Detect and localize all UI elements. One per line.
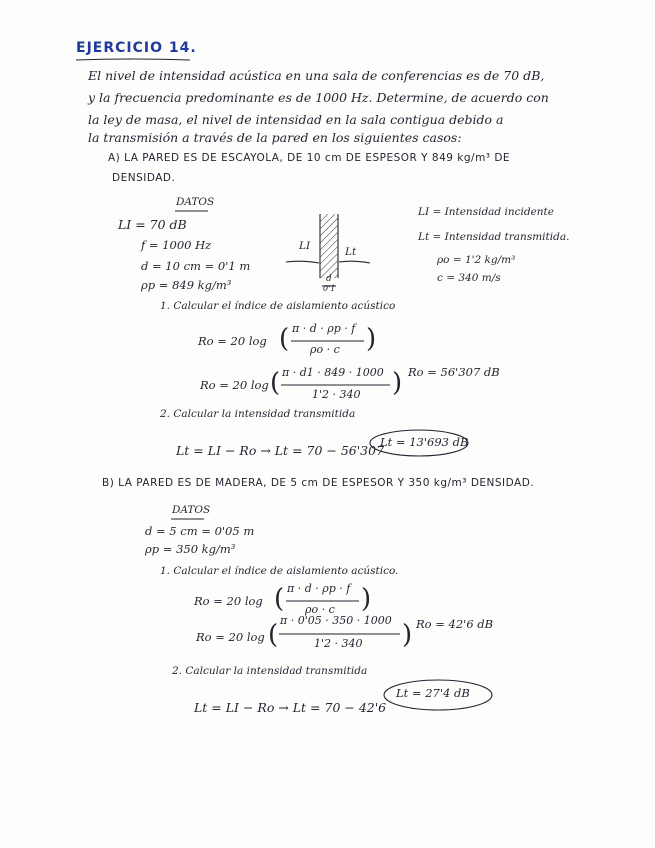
part-b-sub-numerator: π · 0'05 · 350 · 1000 <box>280 614 392 627</box>
part-b-lt-equation: Lt = LI − Ro → Lt = 70 − 42'6 <box>194 700 387 715</box>
datos-underline <box>174 209 210 213</box>
fraction-bar <box>278 632 402 636</box>
part-a-dato-li: LI = 70 dB <box>118 217 187 232</box>
legend-rho-o: ρo = 1'2 kg/m³ <box>437 254 516 266</box>
part-a-formula-numerator: π · d · ρp · f <box>292 322 356 335</box>
part-b-ro-result: Ro = 42'6 dB <box>416 617 494 631</box>
part-b-dato-rho: ρp = 350 kg/m³ <box>145 542 236 556</box>
part-a-lt-equation: Lt = LI − Ro → Lt = 70 − 56'307 <box>176 443 385 458</box>
part-b-formula-denominator: ρo · c <box>305 603 335 616</box>
part-a-dato-f: f = 1000 Hz <box>141 238 212 252</box>
part-b-sub-denominator: 1'2 · 340 <box>314 637 363 650</box>
part-b-formula-lparen: ( <box>274 584 285 614</box>
part-a-sub-numerator: π · d1 · 849 · 1000 <box>282 366 384 379</box>
part-b-step1-label: 1. Calcular el índice de aislamiento acústico. <box>160 565 399 577</box>
legend-li: LI = Intensidad incidente <box>418 206 554 218</box>
diagram-label-li: LI <box>299 240 311 252</box>
part-b-datos-label: DATOS <box>172 504 211 516</box>
legend-lt: Lt = Intensidad transmitida. <box>418 231 570 243</box>
part-a-datos-label: DATOS <box>176 196 215 208</box>
exercise-title: EJERCICIO 14. <box>76 40 197 56</box>
part-b-heading: B) LA PARED ES DE MADERA, DE 5 cm DE ESPESOR Y 350 kg/m³ DENSIDAD. <box>102 477 535 489</box>
part-a-formula-lparen: ( <box>279 324 290 354</box>
part-a-sub-denominator: 1'2 · 340 <box>312 388 361 401</box>
part-a-sub-rparen: ) <box>392 368 403 398</box>
part-b-sub-lhs: Ro = 20 log <box>196 630 265 644</box>
part-a-ro-result: Ro = 56'307 dB <box>408 365 500 379</box>
statement-line-4: la transmisión a través de la pared en los siguientes casos: <box>88 130 462 145</box>
statement-line-1: El nivel de intensidad acústica en una sala de conferencias es de 70 dB, <box>88 68 545 83</box>
part-a-step2-label: 2. Calcular la intensidad transmitida <box>160 408 356 420</box>
diagram-label-d: d <box>326 274 332 284</box>
part-b-formula-rparen: ) <box>361 584 372 614</box>
part-a-formula-lhs: Ro = 20 log <box>198 334 267 348</box>
part-b-sub-lparen: ( <box>268 620 279 650</box>
legend-c: c = 340 m/s <box>437 272 501 284</box>
part-b-dato-d: d = 5 cm = 0'05 m <box>145 524 255 538</box>
part-a-sub-lparen: ( <box>270 368 281 398</box>
part-a-formula-rparen: ) <box>366 324 377 354</box>
part-a-step1-label: 1. Calcular el índice de aislamiento acústico <box>160 300 396 312</box>
diagram-label-lt: Lt <box>345 246 357 258</box>
title-underline <box>74 57 194 63</box>
part-b-lt-result: Lt = 27'4 dB <box>396 686 470 700</box>
part-a-lt-result: Lt = 13'693 dB <box>380 435 469 449</box>
part-b-formula-lhs: Ro = 20 log <box>194 594 263 608</box>
part-a-heading-line-1: A) LA PARED ES DE ESCAYOLA, DE 10 cm DE ESPESOR Y 849 kg/m³ DE <box>108 152 511 164</box>
diagram-label-d-value: 0'1 <box>323 284 336 293</box>
part-a-dato-d: d = 10 cm = 0'1 m <box>141 259 251 273</box>
part-b-formula-numerator: π · d · ρp · f <box>287 582 351 595</box>
part-a-sub-lhs: Ro = 20 log <box>200 378 269 392</box>
part-a-dato-rho: ρp = 849 kg/m³ <box>141 278 232 292</box>
fraction-bar <box>280 383 392 387</box>
part-a-heading-line-2: DENSIDAD. <box>112 172 176 184</box>
part-b-step2-label: 2. Calcular la intensidad transmitida <box>172 665 368 677</box>
part-a-formula-denominator: ρo · c <box>310 343 340 356</box>
part-b-sub-rparen: ) <box>402 620 413 650</box>
statement-line-2: y la frecuencia predominante es de 1000 Hz. Determine, de acuerdo con <box>88 90 549 105</box>
datos-underline <box>170 517 206 521</box>
statement-line-3: la ley de masa, el nivel de intensidad en la sala contigua debido a <box>88 112 504 127</box>
